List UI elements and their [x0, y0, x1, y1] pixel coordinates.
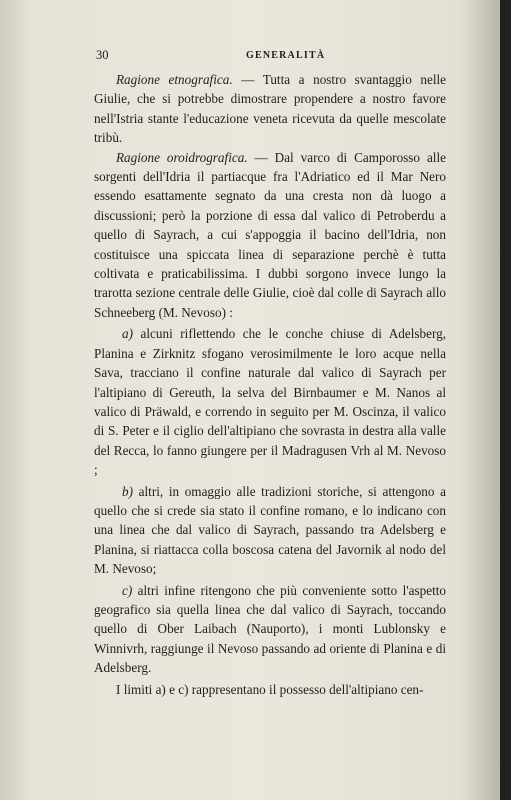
page-body	[94, 70, 446, 699]
paragraph-limits	[94, 680, 446, 699]
list-item-c	[94, 581, 446, 678]
page-number: 30	[96, 48, 109, 62]
item-marker: b)	[122, 483, 133, 499]
item-marker: c)	[122, 582, 133, 598]
paragraph-text: I limiti a) e c) rappresentano il possesso dell'altipiano cen-	[116, 681, 424, 697]
paragraph-text: — Tutta a nostro svantaggio nelle Giulie, che si potrebbe dimostrare propendere a nostro favore nell'Istria stante l'educazione veneta ricevuta da quelle mescolate tribù.	[94, 72, 446, 146]
paragraph-lead: Ragione etnografica.	[116, 72, 233, 87]
item-marker: a)	[122, 326, 133, 342]
list-item-a	[94, 324, 446, 479]
running-head: GENERALITÀ	[246, 50, 326, 61]
paragraph-lead: Ragione oroidrografica.	[116, 149, 248, 165]
paragraph-text: altri infine ritengono che più conveniente sotto l'aspetto geografico sia quella linea che dal valico di Sayrach, toccando quello di Ober Laibach (Nauporto), i monti Lublonsky e Winnivrh, raggiunge il Nevoso passando ad oriente di Planina e di Adelsberg.	[94, 582, 446, 676]
page-header	[96, 46, 476, 66]
list-item-b	[94, 482, 446, 579]
paragraph-ethnographic	[94, 70, 446, 148]
paragraph-orohydrographic	[94, 148, 446, 323]
paragraph-text: alcuni riflettendo che le conche chiuse di Adelsberg, Planina e Zirknitz sfogano verosimilmente le loro acque nella Sava, tracciano il confine naturale dal valico di Sayrach per l'altipiano di Gereuth, la selva del Birnbaumer e M. Nanos al valico di Präwald, e correndo in seguito per M. Oscinza, il valico di S. Peter e il ciglio dell'altipiano che sovrasta in destra alla valle del Recca, lo fanno giungere per il Madragusen Vrh al M. Nevoso ;	[94, 326, 446, 478]
paragraph-text: — Dal varco di Camporosso alle sorgenti dell'Idria il partiacque fra l'Adriatico ed il Mar Nero essendo esattamente segnato da una cresta non dà luogo a discussioni; però la porzione di essa dal valico di Petroberdu a quello di Sayrach, a cui s'appoggia il bacino dell'Idria, non costituisce una spiccata linea di separazione perchè è tutta coltivata e praticabilissima. I dubbi sorgono invece lungo la trarotta sezione centrale delle Giulie, cioè dal colle di Sayrach allo Schneeberg (M. Nevoso) :	[94, 149, 446, 320]
paragraph-text: altri, in omaggio alle tradizioni storiche, si attengono a quello che si crede sia stato il confine romano, e lo indicano con una linea che dal valico di Sayrach, passando tra Adelsberg e Planina, si riattacca colla boscosa catena del Javornik al nodo del M. Nevoso;	[94, 483, 446, 577]
